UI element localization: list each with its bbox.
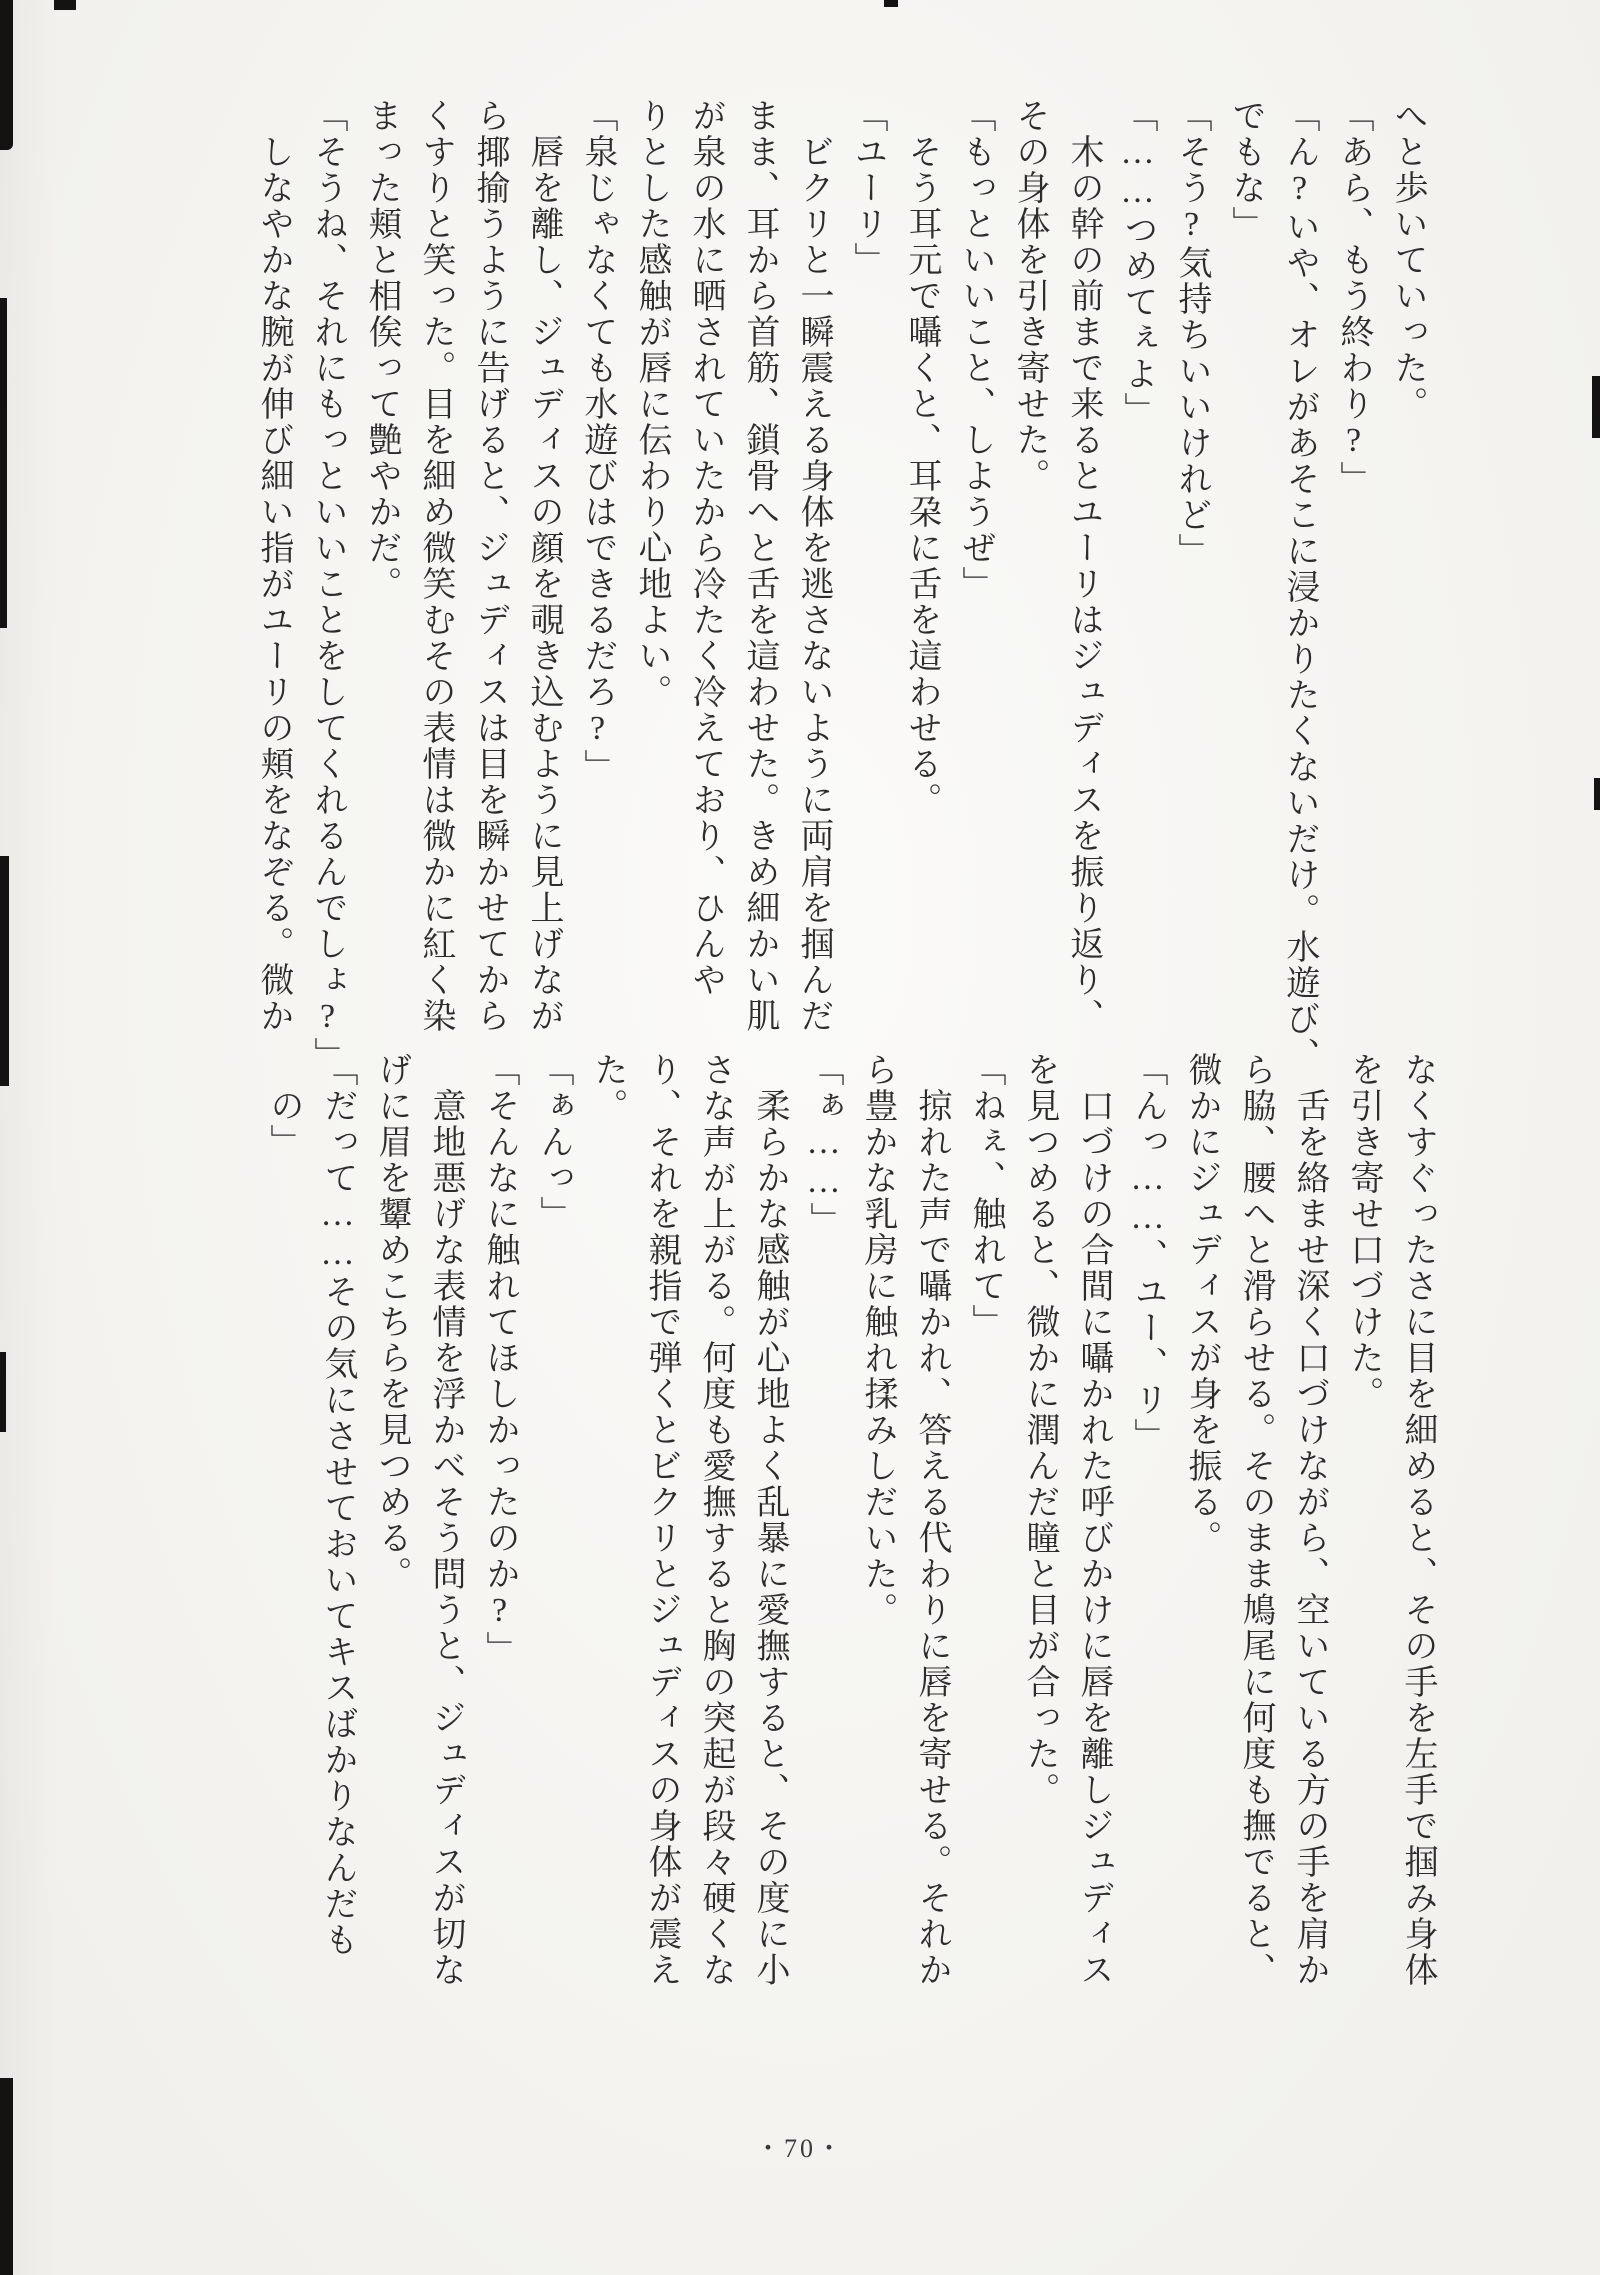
text-line: 「だって……その気にさせておいてキスばかりなんだも (319, 1052, 356, 1958)
text-line: 「ぁ……」 (805, 1052, 842, 1238)
text-line: 「そうね、それにもっといいことをしてくれるんでしょ?」 (309, 98, 346, 1073)
text-line: 「ん?いや、オレがあそこに浸かりたくないだけ。水遊び、 (1281, 98, 1318, 1073)
text-line: 木の幹の前まで来るとユーリはジュディスを振り返り、 (1065, 134, 1102, 1034)
text-line: その身体を引き寄せた。 (1011, 98, 1048, 494)
text-line: なくすぐったさに目を細めると、その手を左手で掴み身体 (1399, 1052, 1436, 1988)
text-line: の」 (265, 1088, 302, 1160)
scan-edge-artifact (884, 0, 898, 7)
scan-edge-artifact (0, 0, 13, 150)
text-line: まま、耳から首筋、鎖骨へと舌を這わせた。きめ細かい肌 (741, 98, 778, 1034)
text-line: ら脇、腰へと滑らせる。そのまま鳩尾に何度も撫でると、 (1237, 1052, 1274, 1988)
text-line: そう耳元で囁くと、耳朶に舌を這わせる。 (903, 134, 940, 818)
text-line: 「そう?気持ちいいけれど」 (1173, 98, 1210, 569)
text-line: 掠れた声で囁かれ、答える代わりに唇を寄せる。それか (913, 1088, 950, 1988)
text-line: くすりと笑った。目を細め微笑むその表情は微かに紅く染 (417, 98, 454, 1034)
page-number: ・70・ (754, 2134, 845, 2163)
text-line: 「あら、もう終わり?」 (1335, 98, 1372, 497)
text-line: 柔らかな感触が心地よく乱暴に愛撫すると、その度に小 (751, 1088, 788, 1988)
scan-edge-artifact (1592, 376, 1600, 438)
text-line: 「ユーリ」 (849, 98, 886, 278)
text-line: 舌を絡ませ深く口づけながら、空いている方の手を肩か (1291, 1088, 1328, 1988)
text-line: げに眉を顰めこちらを見つめる。 (373, 1052, 410, 1592)
text-line: り、それを親指で弾くとビクリとジュディスの身体が震え (643, 1052, 680, 1988)
text-line: 「んっ……、ユー、リ」 (1129, 1052, 1166, 1454)
text-line: まった頬と相俟って艶やかだ。 (363, 98, 400, 602)
scan-edge-artifact (54, 0, 76, 10)
text-line: 「もっといいこと、しようぜ」 (957, 98, 994, 602)
text-line: 唇を離し、ジュディスの顔を覗き込むように見上げなが (525, 134, 562, 1034)
scan-edge-artifact (0, 298, 7, 628)
scan-edge-artifact (0, 1352, 6, 1432)
text-line: ビクリと一瞬震える身体を逃さないように両肩を掴んだ (795, 134, 832, 1034)
text-line: 微かにジュディスが身を振る。 (1183, 1052, 1220, 1556)
text-line: さな声が上がる。何度も愛撫すると胸の突起が段々硬くな (697, 1052, 734, 1988)
text-line: 「ねぇ、触れて」 (967, 1052, 1004, 1340)
text-block-top (246, 98, 1434, 1078)
text-line: を引き寄せ口づけた。 (1345, 1052, 1382, 1412)
text-block-bottom (256, 1052, 1444, 2002)
text-line: 「そんなに触れてほしかったのか?」 (481, 1052, 518, 1667)
text-line: を見つめると、微かに潤んだ瞳と目が合った。 (1021, 1052, 1058, 1808)
scan-edge-artifact (0, 2078, 13, 2275)
text-line: りとした感触が唇に伝わり心地よい。 (633, 98, 670, 710)
text-line: でもな」 (1227, 98, 1264, 242)
text-line: 「……つめてぇよ」 (1119, 98, 1156, 428)
scan-edge-artifact (0, 856, 9, 1086)
text-line: ら揶揄うように告げると、ジュディスは目を瞬かせてから (471, 98, 508, 1034)
scan-edge-artifact (1594, 778, 1600, 810)
text-line: が泉の水に晒されていたから冷たく冷えており、ひんや (687, 98, 724, 998)
text-line: 口づけの合間に囁かれた呼びかけに唇を離しジュディス (1075, 1088, 1112, 1988)
text-line: ら豊かな乳房に触れ揉みしだいた。 (859, 1052, 896, 1628)
text-line: 「泉じゃなくても水遊びはできるだろ?」 (579, 98, 616, 785)
text-line: 意地悪げな表情を浮かべそう問うと、ジュディスが切な (427, 1088, 464, 1988)
text-line: へと歩いていった。 (1389, 98, 1426, 422)
text-line: た。 (589, 1052, 626, 1124)
text-line: しなやかな腕が伸び細い指がユーリの頬をなぞる。微か (255, 134, 292, 1034)
text-line: 「ぁんっ」 (535, 1052, 572, 1232)
